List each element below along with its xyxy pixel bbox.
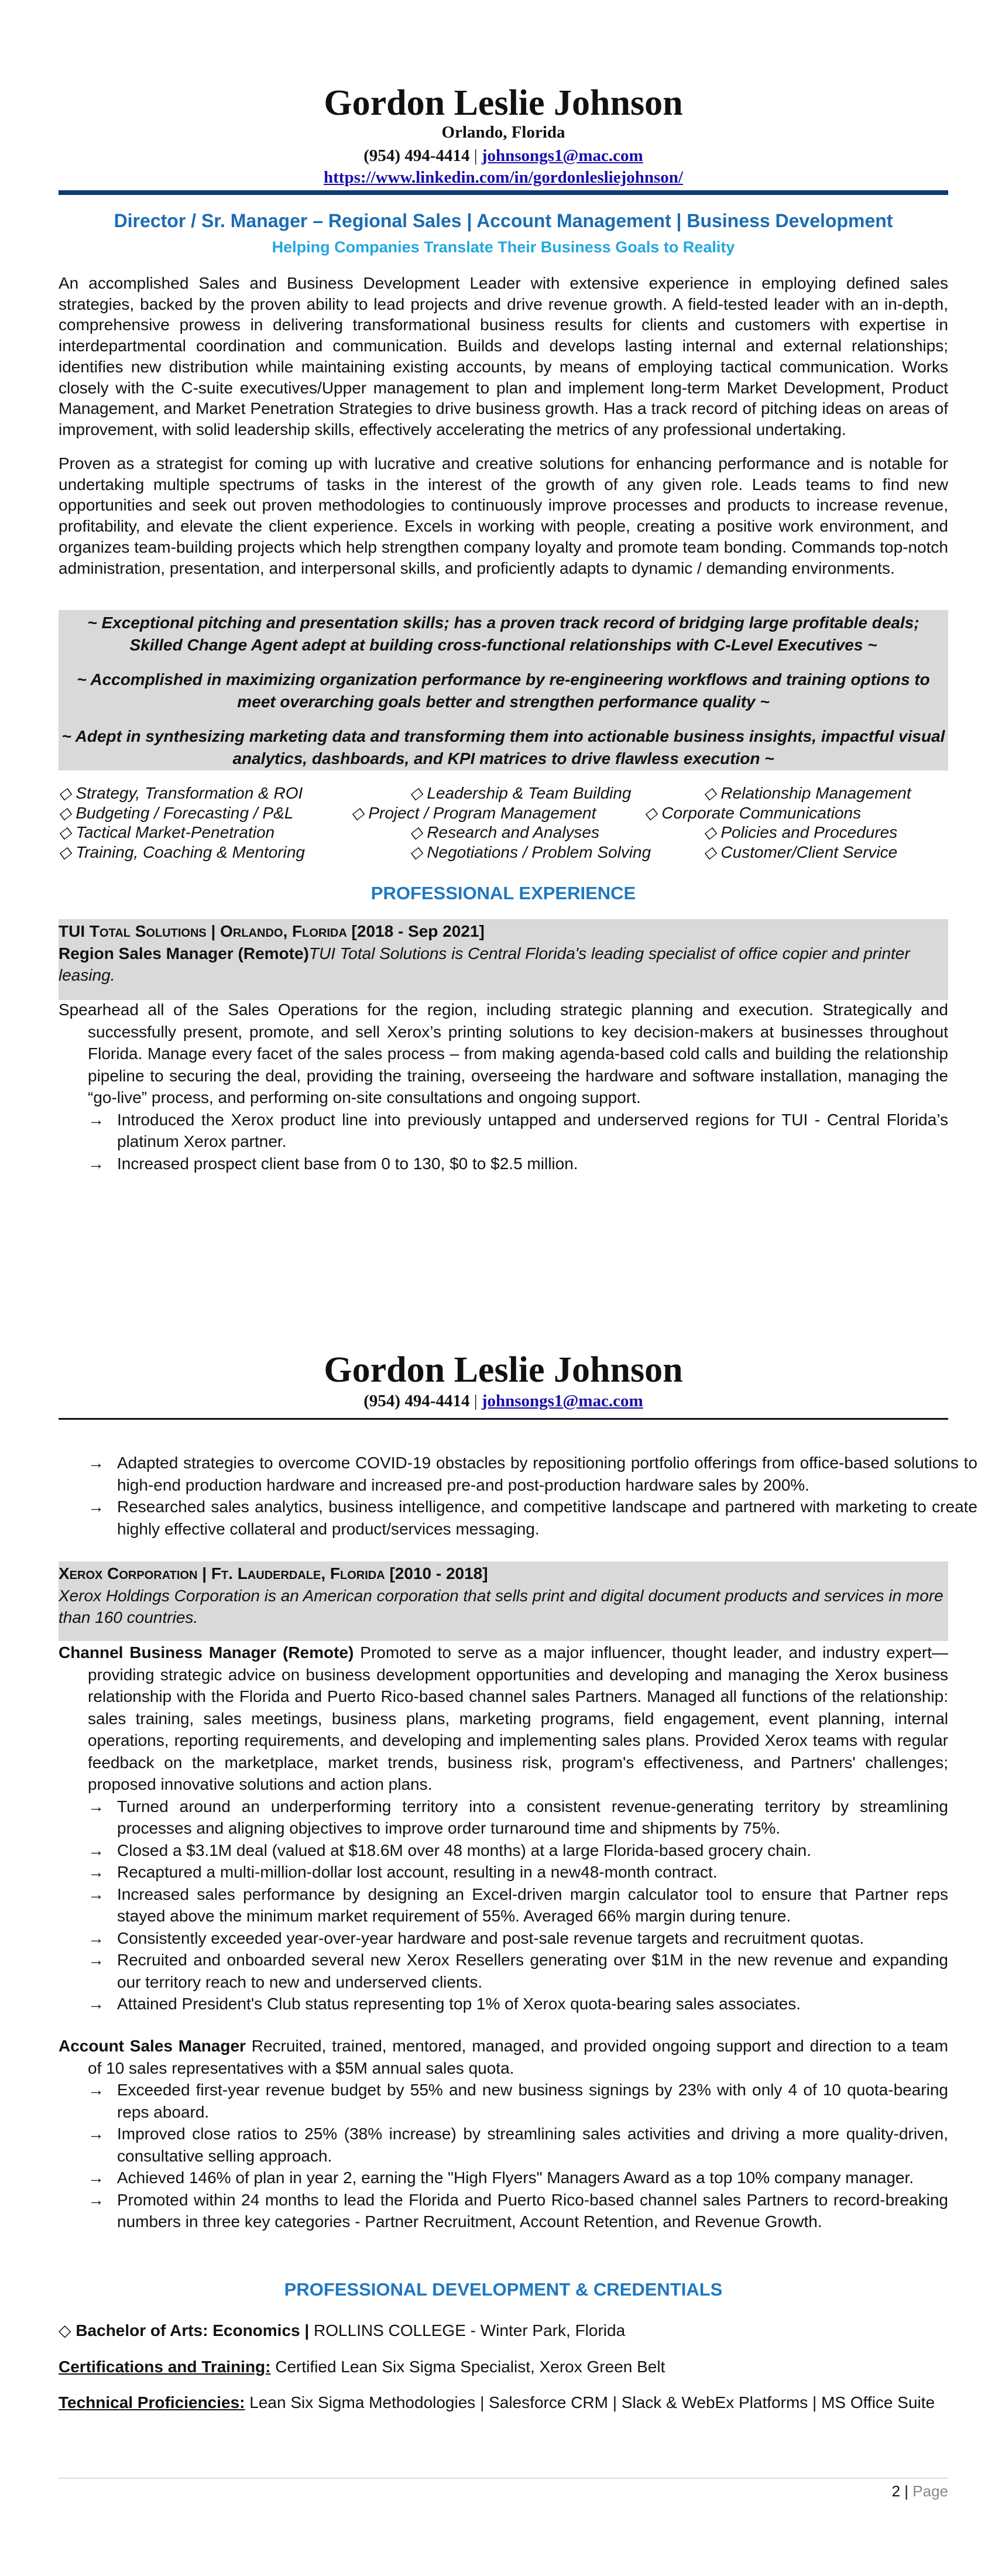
- company-description: TUI Total Solutions is Central Florida's leading specialist of office copier and printer leasing.: [59, 944, 910, 984]
- separator: |: [474, 146, 478, 165]
- job-header-tui: [59, 919, 948, 1000]
- arrow-icon: →: [88, 2125, 104, 2143]
- contact-line: [59, 145, 948, 167]
- page-label: Page: [912, 2482, 948, 2500]
- job-role: Region Sales Manager (Remote): [59, 944, 309, 962]
- arrow-icon: →: [88, 2169, 104, 2187]
- competency: ◇ Budgeting / Forecasting / P&L: [59, 803, 294, 822]
- job-summary: Spearhead all of the Sales Operations for the region, including strategic planning and execution. Strategically and successfully present, promote, and sell Xerox’s printing solutions to key decision-makers at businesses throughout Florida. Manage every facet of the sales process – from making agenda-based cold calls and building the relationship pipeline to securing the deal, providing the training, overseeing the hardware and software installation, managing the “go-live” process, and performing on-site consultations and ongoing support.: [59, 1001, 948, 1107]
- email-link[interactable]: johnsongs1@mac.com: [481, 146, 643, 165]
- degree-line: [59, 2320, 948, 2341]
- achievement-item: → Exceeded first-year revenue budget by 55% and new business signings by 23% with only 4 of 10 quota-bearing reps aboard.: [88, 2079, 948, 2123]
- header-divider: [59, 190, 948, 195]
- arrow-icon: →: [88, 1797, 104, 1815]
- role-summary: Recruited, trained, mentored, managed, and provided ongoing support and direction to a team of 10 sales representatives with a $5M annual sales quota.: [88, 2037, 949, 2077]
- achievement-item: → Recruited and onboarded several new Xerox Resellers generating over $1M in the new revenue and expanding our territory reach to new and underserved clients.: [88, 1949, 948, 1993]
- arrow-icon: →: [88, 1841, 104, 1859]
- certifications-line: [59, 2356, 948, 2378]
- role-account-sales-manager: [59, 2035, 948, 2233]
- achievement-item: → Promoted within 24 months to lead the Florida and Puerto Rico-based channel sales Partners to record-breaking numbers in three key categories - Partner Recruitment, Account Retention, and Revenue Growth.: [88, 2189, 948, 2233]
- tui-achievements-continued: [59, 1452, 977, 1540]
- arrow-icon: →: [88, 1454, 104, 1472]
- summary-paragraph-1: An accomplished Sales and Business Development Leader with extensive experience in employing defined sales strategies, backed by the proven ability to lead projects and drive revenue growth. A field-tested leader with an in-depth, comprehensive prowess in delivering transformational business results for clients and customers with expertise in interdepartmental coordination and communication. Builds and develops lasting internal and external relationships; identifies new distribution while maintaining existing accounts, by means of employing tactical communication. Works closely with the C-suite executives/Upper management to plan and implement long-term Market Development, Product Management, and Market Penetration Strategies to drive business growth. Has a track record of pitching ideas on areas of improvement, with solid leadership skills, effectively accelerating the metrics of any professional undertaking.: [59, 274, 948, 439]
- highlight-1-line-1: ~ Exceptional pitching and presentation skills; has a proven track record of bridging large profitable deals;: [87, 614, 919, 632]
- technical-value: Lean Six Sigma Methodologies | Salesforce CRM | Slack & WebEx Platforms | MS Office Suite: [249, 2393, 935, 2411]
- role-title: Channel Business Manager (Remote): [59, 1643, 354, 1662]
- competency: ◇ Training, Coaching & Mentoring: [59, 842, 305, 861]
- arrow-icon: →: [88, 1951, 104, 1969]
- page2-header-divider: [59, 1418, 948, 1420]
- certifications-label: Certifications and Training:: [59, 2358, 271, 2376]
- page2-resume-name: Gordon Leslie Johnson: [324, 1350, 683, 1390]
- company-name: TUI Total Solutions | Orlando, Florida: [59, 922, 347, 940]
- competency: ◇ Project / Program Management: [351, 803, 596, 822]
- core-competencies: [59, 783, 948, 862]
- competency: ◇ Strategy, Transformation & ROI: [59, 784, 303, 802]
- competency: ◇ Customer/Client Service: [704, 842, 898, 861]
- page-number: 2: [891, 2482, 901, 2500]
- phone: (954) 494-4414: [363, 146, 470, 165]
- role-channel-business-manager: [59, 1642, 948, 2015]
- achievement-item: → Improved close ratios to 25% (38% increase) by streamlining sales activities and driving a more quality-driven, consultative selling approach.: [88, 2123, 948, 2167]
- competency: ◇ Tactical Market-Penetration: [59, 823, 275, 842]
- highlight-3-line-2: analytics, dashboards, and KPI matrices to drive flawless execution ~: [232, 749, 774, 768]
- achievement-item: → Adapted strategies to overcome COVID-19 obstacles by repositioning portfolio offerings from office-based solutions to high-end production hardware and increased pre-and post-production hardware sales by 200%.: [88, 1452, 977, 1496]
- page-footer: [59, 2482, 948, 2500]
- competency: ◇ Relationship Management: [704, 784, 911, 802]
- technical-label: Technical Proficiencies:: [59, 2393, 245, 2411]
- summary-paragraph-2: Proven as a strategist for coming up with lucrative and creative solutions for enhancing performance and is notable for undertaking multiple spectrums of tasks in the interest of the growth of any given role. Leads teams to find new opportunities and seek out proven methodologies to continuously improve processes and products to increase revenue, profitability, and elevate the client experience. Excels in working with people, creating a positive work environment, and organizes team-building projects which help strengthen company loyalty and promote team bonding. Commands top-notch administration, presentation, and interpersonal skills, and proficiently adapts to dynamic / demanding environments.: [59, 454, 948, 577]
- highlight-2-line-2: meet overarching goals better and strengthen performance quality ~: [237, 692, 770, 711]
- role-title: Account Sales Manager: [59, 2037, 246, 2055]
- role-summary: Promoted to serve as a major influencer, thought leader, and industry expert—providing strategic advice on business development opportunities and developing and managing the Xerox business relationship with the Florida and Puerto Rico-based channel sales Partners. Managed all functions of the relationship: sales training, sales meetings, business plans, marketing programs, field engagement, event planning, internal operations, reporting requirements, and developing and implementing sales plans. Provided Xerox teams with regular feedback on the marketplace, market trends, business risk, program's effectiveness, and Partners' challenges; proposed innovative solutions and action plans.: [88, 1643, 948, 1793]
- achievement-item: → Attained President's Club status representing top 1% of Xerox quota-bearing sales associates.: [88, 1993, 948, 2015]
- achievement-item: → Achieved 146% of plan in year 2, earning the "High Flyers" Managers Award as a top 10% company manager.: [88, 2167, 948, 2189]
- job-body-tui: [59, 999, 948, 1174]
- phone: (954) 494-4414: [363, 1392, 470, 1410]
- arrow-icon: →: [88, 2081, 104, 2099]
- company-name: Xerox Corporation | Ft. Lauderdale, Florida: [59, 1564, 385, 1582]
- separator: |: [474, 1392, 478, 1410]
- footer-divider: [59, 2478, 948, 2479]
- achievement-item: → Turned around an underperforming territory into a consistent revenue-generating territory by streamlining processes and aligning objectives to improve order turnaround time and shipments by 75%.: [88, 1796, 948, 1839]
- footer-separator: |: [904, 2482, 909, 2500]
- page2-contact-line: [59, 1390, 948, 1412]
- headline-title: Director / Sr. Manager – Regional Sales | Account Management | Business Development: [114, 210, 893, 231]
- competency: ◇ Negotiations / Problem Solving: [410, 842, 651, 861]
- diamond-bullet-icon: ◇: [59, 2321, 71, 2339]
- highlight-1-line-2: Skilled Change Agent adept at building cross-functional relationships with C-Level Executives ~: [129, 635, 877, 654]
- email-link[interactable]: johnsongs1@mac.com: [481, 1392, 643, 1410]
- job-dates: [2018 - Sep 2021]: [351, 922, 485, 940]
- competency: ◇ Corporate Communications: [644, 803, 862, 822]
- linkedin-link[interactable]: https://www.linkedin.com/in/gordonlesliejohnson/: [324, 168, 683, 187]
- arrow-icon: →: [88, 2190, 104, 2209]
- achievement-item: → Consistently exceeded year-over-year hardware and post-sale revenue targets and recruitment quotas.: [88, 1927, 948, 1950]
- section-heading-credentials: PROFESSIONAL DEVELOPMENT & CREDENTIALS: [284, 2279, 723, 2300]
- arrow-icon: →: [88, 1885, 104, 1903]
- competency: ◇ Leadership & Team Building: [410, 784, 632, 802]
- arrow-icon: →: [88, 1863, 104, 1881]
- arrow-icon: →: [88, 1110, 104, 1129]
- achievement-item: → Closed a $3.1M deal (valued at $18.6M over 48 months) at a large Florida-based grocery chain.: [88, 1839, 948, 1862]
- arrow-icon: →: [88, 1498, 104, 1516]
- degree: Bachelor of Arts: Economics |: [76, 2321, 310, 2339]
- arrow-icon: →: [88, 1995, 104, 2013]
- job-dates: [2010 - 2018]: [389, 1564, 488, 1582]
- achievement-item: → Researched sales analytics, business intelligence, and competitive landscape and partnered with marketing to create highly effective collateral and product/services messaging.: [88, 1496, 977, 1540]
- competency: ◇ Research and Analyses: [410, 823, 599, 842]
- achievement-item: → Increased prospect client base from 0 to 130, $0 to $2.5 million.: [88, 1153, 948, 1175]
- arrow-icon: →: [88, 1154, 104, 1173]
- section-heading-experience: PROFESSIONAL EXPERIENCE: [370, 883, 636, 903]
- headline-subtitle: Helping Companies Translate Their Business Goals to Reality: [272, 238, 735, 256]
- achievement-item: → Introduced the Xerox product line into previously untapped and underserved regions for TUI - Central Florida’s platinum Xerox partner.: [88, 1109, 948, 1153]
- highlight-2-line-1: ~ Accomplished in maximizing organization performance by re-engineering workflows and training options to: [77, 670, 930, 688]
- competency: ◇ Policies and Procedures: [704, 823, 898, 842]
- company-description: Xerox Holdings Corporation is an American corporation that sells print and digital document products and services in more than 160 countries.: [59, 1586, 943, 1626]
- arrow-icon: →: [88, 1928, 104, 1947]
- location: Orlando, Florida: [441, 123, 565, 142]
- resume-name: Gordon Leslie Johnson: [324, 83, 683, 123]
- job-header-xerox: [59, 1561, 948, 1641]
- highlight-3-line-1: ~ Adept in synthesizing marketing data and transforming them into actionable business insights, impactful visual: [61, 727, 945, 745]
- technical-line: [59, 2392, 948, 2413]
- school: ROLLINS COLLEGE - Winter Park, Florida: [314, 2321, 626, 2339]
- achievement-item: → Recaptured a multi-million-dollar lost account, resulting in a new48-month contract.: [88, 1861, 948, 1883]
- linkedin-line: [59, 167, 948, 189]
- certifications-value: Certified Lean Six Sigma Specialist, Xerox Green Belt: [275, 2358, 665, 2376]
- achievement-item: → Increased sales performance by designing an Excel-driven margin calculator tool to ensure that Partner reps stayed above the minimum market requirement of 55%. Averaged 66% margin during tenure.: [88, 1883, 948, 1927]
- highlights-box: [59, 610, 948, 770]
